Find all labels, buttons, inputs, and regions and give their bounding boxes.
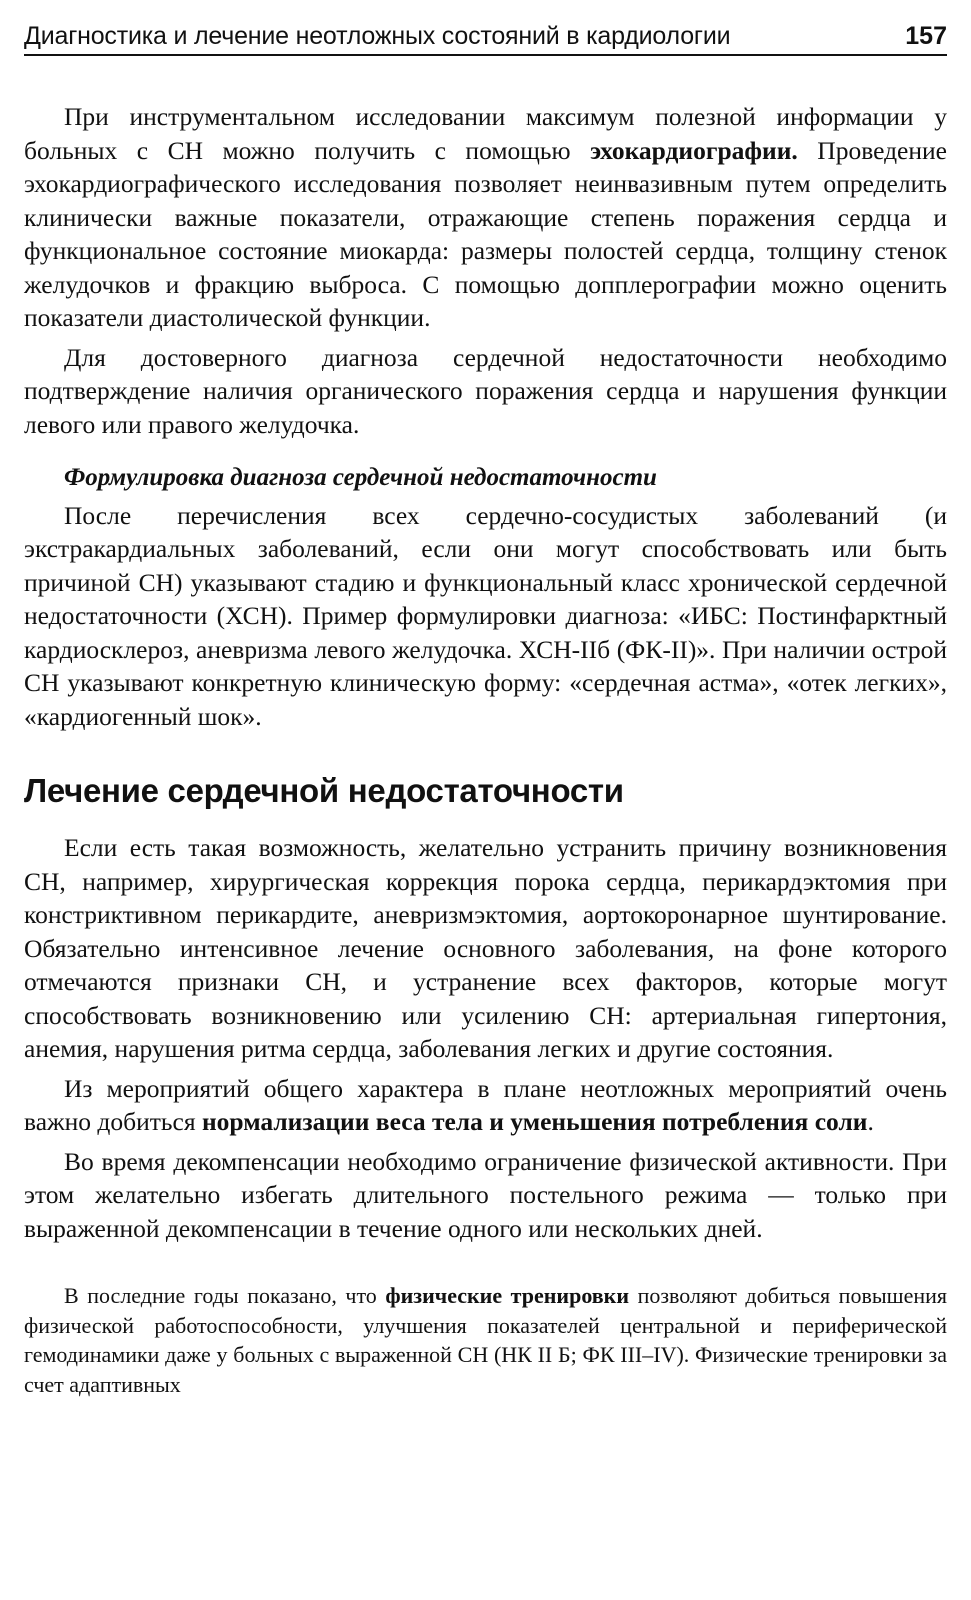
section-title: Лечение сердечной недостаточности: [24, 772, 624, 809]
paragraph-treatment: Если есть такая возможность, желательно устранить причину возникновения СН, например, хирургическая коррекция порока сердца, перикардэктомия при констриктивном перикардите, аневризмэктомия, аортокоронарное шунтирование. Обязательно интенсивное лечение основного заболевания, на фоне которого отмечаются признаки СН, и устранение всех факторов, которые могут способствовать возникновению или усилению СН: артериальная гипертония, анемия, нарушения ритма сердца, заболевания легких и другие состояния.: [24, 833, 947, 1063]
page-number: 157: [905, 22, 947, 50]
bold-term: нормализации веса тела и уменьшения потребления соли: [201, 1107, 868, 1136]
paragraph-text: Из мероприятий общего характера в плане неотложных мероприятий очень важно добиться: [24, 1073, 947, 1136]
paragraph-formulation: После перечисления всех сердечно-сосудистых заболеваний (и экстракардиальных заболеваний, если они могут способствовать или быть причиной СН) указывают стадию и функциональный класс хронической сердечной недостаточности (ХСН). Пример формулировки диагноза: «ИБС: Постинфарктный кардиосклероз, аневризма левого желудочка. ХСН-IIб (ФК-II)». При наличии острой СН указывают конкретную клиническую форму: «сердечная астма», «отек легких», «кардиогенный шок».: [24, 500, 947, 731]
bold-term: физические тренировки: [385, 1283, 630, 1308]
page-body: [24, 100, 947, 1405]
paragraph-text: позволяют добиться повышения физической работоспособности, улучшения показателей центральной и периферической гемодинамики даже у больных с выраженной СН (НК II Б; ФК III–IV). Физические тренировки за счет адаптивных: [24, 1283, 947, 1397]
paragraph-general-measures: [24, 1072, 947, 1139]
paragraph-training: [24, 1281, 947, 1399]
paragraph-text: В последние годы показано, что: [64, 1283, 386, 1308]
paragraph-activity: Во время декомпенсации необходимо ограничение физической активности. При этом желательно избегать длительного постельного режима — только при выраженной декомпенсации в течение одного или нескольких дней.: [24, 1146, 947, 1243]
bold-term: эхокардиографии.: [590, 135, 798, 165]
paragraph-diagnosis: Для достоверного диагноза сердечной недостаточности необходимо подтверждение наличия органического поражения сердца и нарушения функции левого или правого желудочка.: [24, 342, 947, 439]
subheading: Формулировка диагноза сердечной недостаточности: [64, 464, 657, 491]
running-title: Диагностика и лечение неотложных состояний в кардиологии: [24, 22, 731, 50]
paragraph-echocardiography: [24, 100, 947, 335]
paragraph-text: При инструментальном исследовании максимум полезной информации у больных с СН можно получить с помощью: [24, 102, 947, 165]
page-header: [24, 18, 947, 56]
paragraph-text: .: [867, 1107, 874, 1136]
paragraph-text: Проведение эхокардиографического исследования позволяет неинвазивным путем определить клинически важные показатели, отражающие степень поражения сердца и функциональное состояние миокарда: размеры полостей сердца, толщину стенок желудочков и фракцию выброса. С помощью допплерографии можно оценить показатели диастолической функции.: [24, 135, 947, 332]
